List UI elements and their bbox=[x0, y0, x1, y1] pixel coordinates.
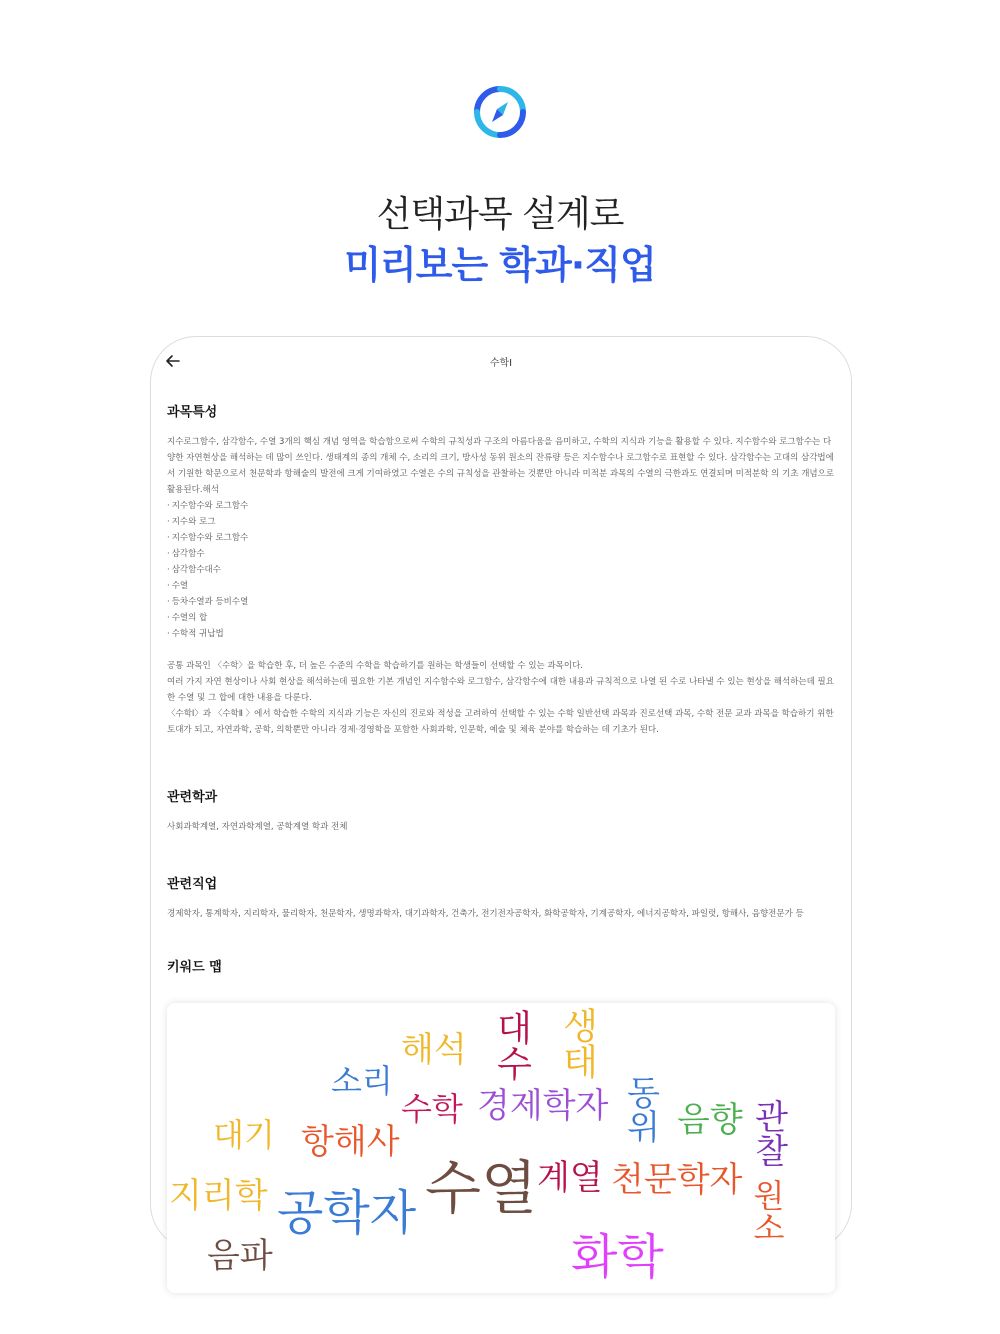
keyword-word: 화학 bbox=[571, 1229, 664, 1285]
tablet-screen bbox=[150, 336, 852, 1285]
list-item: · 삼각함수대수 bbox=[167, 562, 835, 578]
section-title-traits: 과목특성 bbox=[167, 405, 218, 420]
list-item: · 수열 bbox=[167, 578, 835, 594]
section-title-jobs: 관련직업 bbox=[167, 877, 218, 892]
compass-logo-icon bbox=[474, 86, 526, 138]
keyword-word: 음향 bbox=[677, 1100, 743, 1140]
list-item: · 삼각함수 bbox=[167, 546, 835, 562]
keyword-word: 해석 bbox=[401, 1030, 467, 1070]
keyword-word: 대수 bbox=[491, 1009, 532, 1081]
traits-paragraph-3: 〈수학Ⅰ〉과 〈수학Ⅱ 〉에서 학습한 수학의 지식과 기능은 자신의 진로와 적성을 고려하여 선택할 수 있는 수학 일반선택 과목과 진로선택 과목, 수학 전문 교과 과목을 학습하기 위한 토대가 되고, 자연과학, 공학, 의학뿐만 아니라 경제·경영학을 포함한 사회과학, 인문학, 예술 및 체육 분야를 학습하는 데 기초가 된다. bbox=[167, 709, 834, 735]
keyword-word: 원소 bbox=[748, 1179, 786, 1243]
top-bar bbox=[151, 337, 851, 385]
keyword-cloud bbox=[167, 1003, 835, 1293]
page-title: 수학Ⅰ bbox=[489, 358, 513, 369]
traits-paragraph-1: 공통 과목인 〈수학〉을 학습한 후, 더 높은 수준의 수학을 학습하기를 원하는 학생들이 선택할 수 있는 과목이다. bbox=[167, 661, 584, 671]
section-title-departments: 관련학과 bbox=[167, 790, 218, 805]
keyword-word: 관찰 bbox=[748, 1099, 788, 1167]
departments-text: 사회과학계열, 자연과학계열, 공학계열 학과 전체 bbox=[167, 822, 348, 832]
keyword-word: 수학 bbox=[401, 1090, 463, 1128]
list-item: · 지수와 로그 bbox=[167, 514, 835, 530]
keyword-word: 항해사 bbox=[301, 1122, 400, 1162]
list-item: · 수열의 합 bbox=[167, 610, 835, 626]
keyword-word: 생태 bbox=[557, 1007, 598, 1079]
keyword-word: 수열 bbox=[425, 1154, 538, 1222]
keyword-word: 대기 bbox=[213, 1116, 275, 1154]
headline-line2: 미리보는 학과·직업 bbox=[344, 243, 656, 287]
keyword-word: 경제학자 bbox=[477, 1086, 609, 1126]
list-item: · 등차수열과 등비수열 bbox=[167, 594, 835, 610]
list-item: · 지수함수와 로그함수 bbox=[167, 498, 835, 514]
traits-bullet-list bbox=[167, 498, 835, 642]
traits-paragraph-2: 여러 가지 자연 현상이나 사회 현상을 해석하는데 필요한 기본 개념인 지수함수와 로그함수, 삼각함수에 대한 내용과 규칙적으로 나열 된 수로 나타낼 수 있는 현상을 해석하는데 필요한 수열 및 그 합에 대한 내용을 다룬다. bbox=[167, 677, 834, 703]
keyword-word: 음파 bbox=[207, 1236, 273, 1276]
list-item: · 수학적 귀납법 bbox=[167, 626, 835, 642]
traits-intro: 지수로그함수, 삼각함수, 수열 3개의 핵심 개념 영역을 학습함으로써 수학의 규칙성과 구조의 아름다움을 음미하고, 수학의 지식과 기능을 활용할 수 있다. 지수함수와 로그함수는 다양한 자연현상을 해석하는 데 많이 쓰인다. 생태계의 종의 개체 수, 소리의 크기, 방사성 동위 원소의 잔류량 등은 지수함수나 로그함수로 표현할 수 있다. 삼각함수는 고대의 삼각법에서 기원한 학문으로서 천문학과 항해술의 발전에 크게 기여하였고 수열은 수의 규칙성을 관찰하는 것뿐만 아니라 미적분 과목의 수열의 극한과도 연결되며 미적분학 의 기초 개념으로 활용된다.해석 bbox=[167, 437, 835, 495]
keyword-word: 소리 bbox=[331, 1062, 393, 1100]
keyword-word: 공학자 bbox=[277, 1185, 417, 1241]
jobs-text: 경제학자, 통계학자, 지리학자, 물리학자, 천문학자, 생명과학자, 대기과학자, 건축가, 전기전자공학자, 화학공학자, 기계공학자, 에너지공학자, 파일럿, 항해사, 음향전문가 등 bbox=[167, 909, 804, 919]
keyword-word: 지리학 bbox=[169, 1176, 268, 1216]
section-title-keyword-map: 키워드 맵 bbox=[167, 960, 222, 975]
headline-line1: 선택과목 설계로 bbox=[376, 194, 624, 235]
list-item: · 지수함수와 로그함수 bbox=[167, 530, 835, 546]
keyword-word: 천문학자 bbox=[611, 1160, 743, 1200]
keyword-word: 계열 bbox=[537, 1158, 603, 1198]
keyword-word: 동위 bbox=[620, 1075, 660, 1143]
content-area bbox=[167, 401, 835, 989]
